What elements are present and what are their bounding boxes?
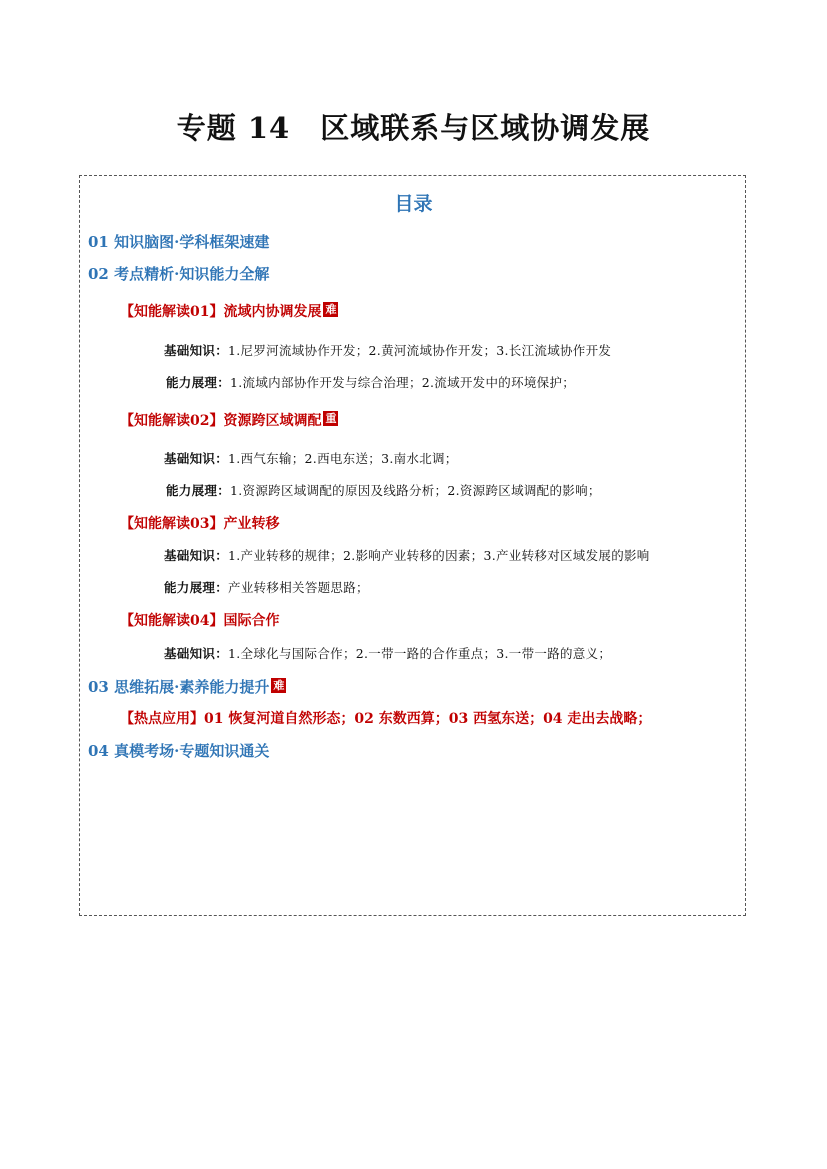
kp4-label: 【知能解读04】国际合作 xyxy=(120,613,280,629)
ability-label: 能力展理： xyxy=(166,483,231,498)
basic-knowledge-label: 基础知识： xyxy=(164,451,229,466)
difficult-badge: 难 xyxy=(325,303,337,316)
basic-knowledge-label: 基础知识： xyxy=(164,646,229,661)
kp2-basic xyxy=(164,449,458,467)
ability-label: 能力展理： xyxy=(166,375,231,390)
kp1-basic xyxy=(164,341,611,359)
ability-text: 1.流域内部协作开发与综合治理；2.流域开发中的环境保护； xyxy=(230,375,576,390)
difficult-badge: 难 xyxy=(273,679,285,692)
ability-text: 1.资源跨区域调配的原因及线路分析；2.资源跨区域调配的影响； xyxy=(230,483,601,498)
toc-section-3[interactable] xyxy=(88,676,286,697)
basic-knowledge-label: 基础知识： xyxy=(164,548,229,563)
toc-knowledge-point-2[interactable] xyxy=(120,410,338,430)
sec3-label: 03 思维拓展·素养能力提升 xyxy=(88,678,270,696)
key-point-badge: 重 xyxy=(325,412,337,425)
basic-knowledge-text: 1.尼罗河流域协作开发；2.黄河流域协作开发；3.长江流域协作开发 xyxy=(228,343,612,358)
kp3-ability xyxy=(164,578,369,596)
kp3-label: 【知能解读03】产业转移 xyxy=(120,516,280,532)
toc-section-4[interactable]: 04 真模考场·专题知识通关 xyxy=(88,742,270,760)
kp1-label: 【知能解读01】流域内协调发展 xyxy=(120,304,322,320)
ability-label: 能力展理： xyxy=(164,580,229,595)
kp2-label: 【知能解读02】资源跨区域调配 xyxy=(120,413,322,429)
toc-knowledge-point-1[interactable] xyxy=(120,301,338,321)
kp3-basic xyxy=(164,546,650,564)
hot-application[interactable]: 【热点应用】01 恢复河道自然形态；02 东数西算；03 西氢东送；04 走出去战略； xyxy=(120,711,652,727)
kp2-ability xyxy=(166,481,601,499)
ability-text: 产业转移相关答题思路； xyxy=(228,580,369,595)
document-title: 专题 14 区域联系与区域协调发展 xyxy=(176,111,651,145)
toc-knowledge-point-4[interactable] xyxy=(120,610,279,630)
toc-knowledge-point-3[interactable] xyxy=(120,513,279,533)
kp4-basic xyxy=(164,644,611,662)
kp1-ability xyxy=(166,373,575,391)
basic-knowledge-text: 1.产业转移的规律；2.影响产业转移的因素；3.产业转移对区域发展的影响 xyxy=(228,548,650,563)
toc-heading: 目录 xyxy=(394,193,433,215)
toc-section-1[interactable]: 01 知识脑图·学科框架速建 xyxy=(88,233,270,251)
basic-knowledge-text: 1.全球化与国际合作；2.一带一路的合作重点；3.一带一路的意义； xyxy=(228,646,612,661)
basic-knowledge-label: 基础知识： xyxy=(164,343,229,358)
basic-knowledge-text: 1.西气东输；2.西电东送；3.南水北调； xyxy=(228,451,458,466)
toc-section-2[interactable]: 02 考点精析·知识能力全解 xyxy=(88,265,270,283)
